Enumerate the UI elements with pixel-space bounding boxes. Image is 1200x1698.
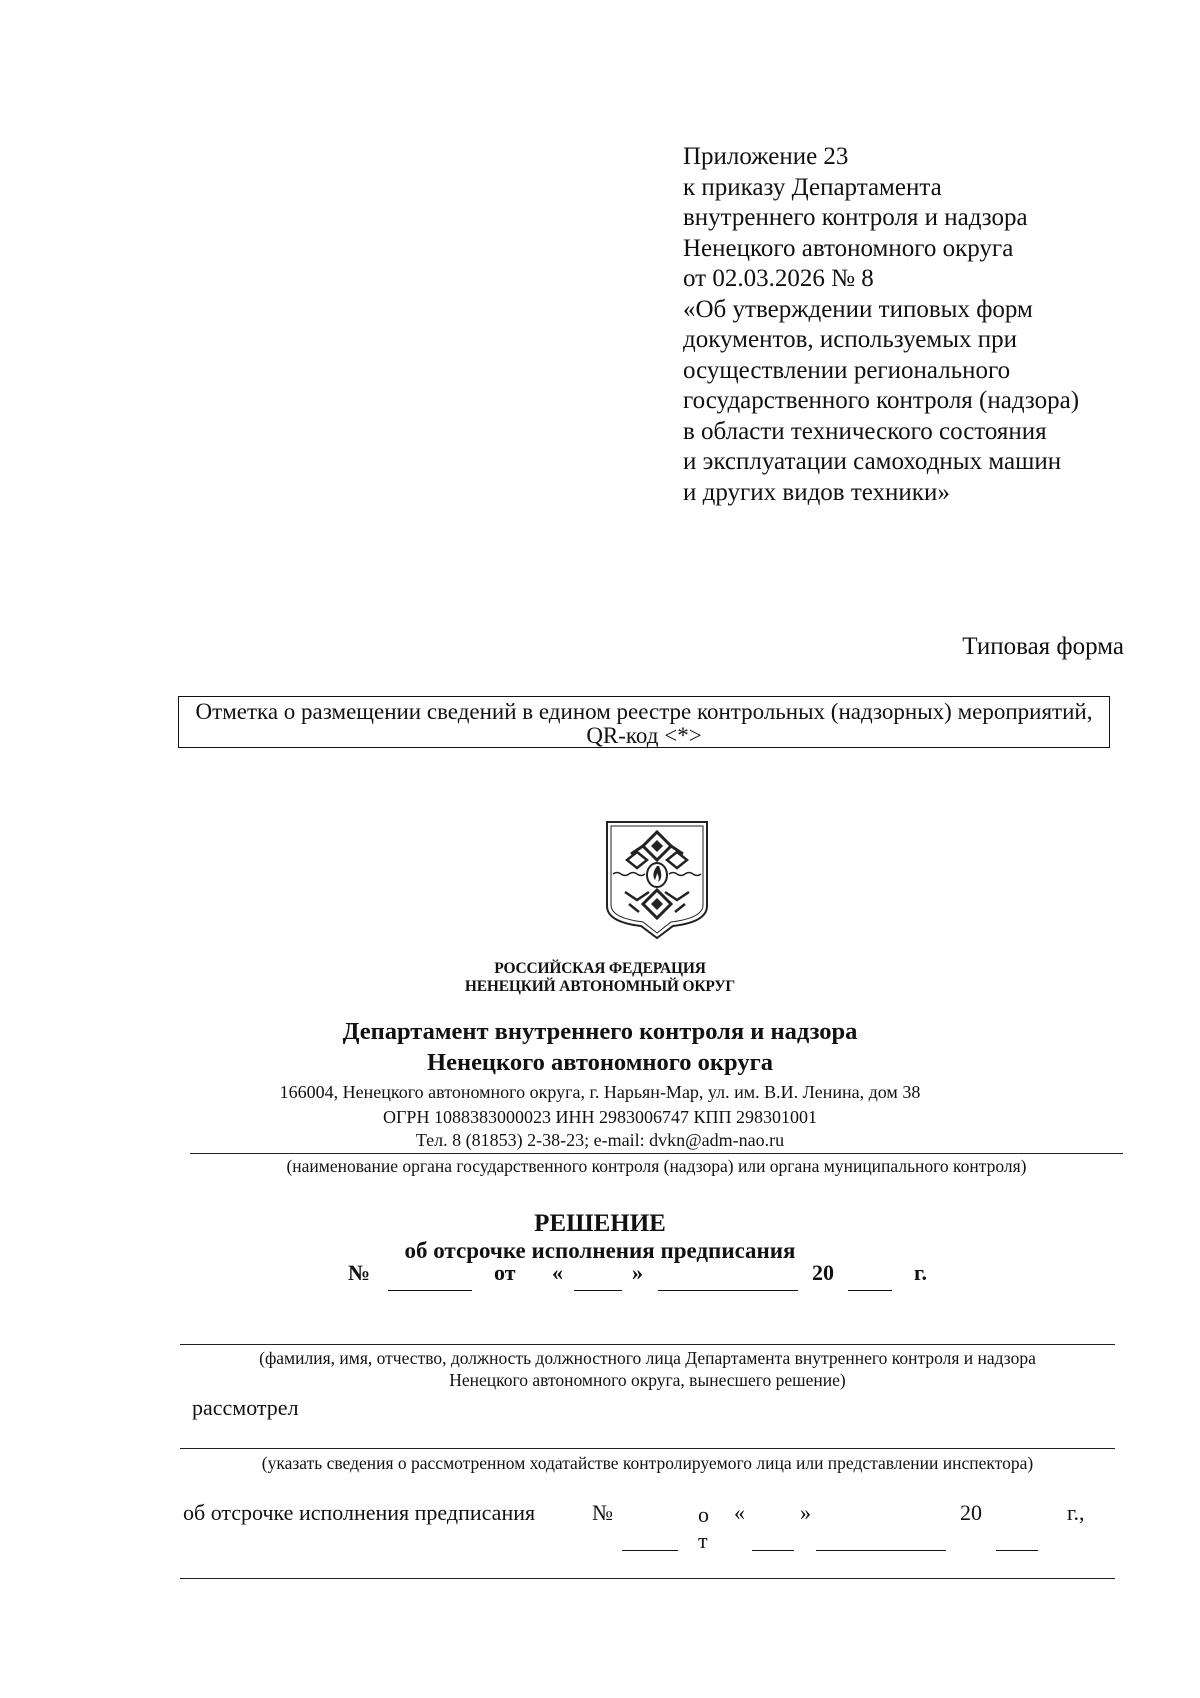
decision-quote-open: « [552, 1260, 563, 1285]
reviewed-blank-line[interactable] [180, 1448, 1115, 1449]
official-caption-line2: Ненецкого автономного округа, вынесшего решение) [449, 1370, 846, 1390]
postponement-blank-line[interactable] [180, 1578, 1115, 1579]
registry-mark-box [178, 696, 1110, 748]
decision-from-label: от [494, 1260, 516, 1285]
appendix-line: государственного контроля (надзора) [683, 387, 1080, 414]
department-name-line1: Департамент внутреннего контроля и надзора [342, 1018, 858, 1045]
reviewed-caption: (указать сведения о рассмотренном ходатайстве контролируемого лица или представлении инспектора) [261, 1453, 1034, 1473]
appendix-line: и эксплуатации самоходных машин [683, 448, 1062, 475]
postponement-number-blank[interactable] [622, 1550, 678, 1551]
official-blank-line[interactable] [180, 1344, 1115, 1345]
org-caption: (наименование органа государственного контроля (надзора) или органа муниципального контроля) [286, 1156, 1027, 1176]
header-divider [190, 1153, 1123, 1154]
appendix-line: в области технического состояния [683, 417, 1047, 445]
appendix-line: Приложение 23 [683, 143, 849, 170]
appendix-line: Ненецкого автономного округа [683, 234, 1014, 262]
decision-month-blank[interactable] [658, 1290, 798, 1291]
appendix-line: документов, используемых при [683, 326, 1018, 353]
reviewed-label: рассмотрел [192, 1395, 299, 1420]
postponement-month-blank[interactable] [816, 1550, 946, 1551]
decision-year-prefix: 20 [812, 1260, 834, 1285]
department-contacts: Тел. 8 (81853) 2-38-23; e-mail: dvkn@adm-nao.ru [415, 1130, 785, 1150]
appendix-line: к приказу Департамента [683, 173, 942, 201]
postponement-from-t: т [698, 1528, 708, 1553]
appendix-block [683, 142, 1163, 508]
postponement-quote-close: » [800, 1500, 811, 1525]
decision-number-blank[interactable] [388, 1290, 472, 1291]
appendix-line: внутреннего контроля и надзора [683, 204, 1028, 231]
postponement-day-blank[interactable] [752, 1550, 794, 1551]
decision-subtitle: об отсрочке исполнения предписания [404, 1238, 796, 1263]
form-type-label: Типовая форма [962, 633, 1124, 660]
postponement-number-label: № [592, 1500, 613, 1525]
coat-of-arms-icon [603, 818, 711, 940]
postponement-year-suffix: г., [1067, 1500, 1085, 1525]
appendix-line: от 02.03.2026 № 8 [683, 265, 874, 292]
decision-title: РЕШЕНИЕ [534, 1210, 666, 1237]
registry-mark-line1: Отметка о размещении сведений в едином реестре контрольных (надзорных) мероприятий, [195, 699, 1093, 724]
decision-year-suffix: г. [914, 1260, 928, 1285]
country-name: РОССИЙСКАЯ ФЕДЕРАЦИЯ [494, 960, 706, 977]
department-name-line2: Ненецкого автономного округа [427, 1049, 773, 1076]
department-address: 166004, Ненецкого автономного округа, г. Нарьян-Мар, ул. им. В.И. Ленина, дом 38 [279, 1082, 921, 1102]
appendix-line: осуществлении регионального [683, 356, 1011, 384]
postponement-from-o: о [698, 1502, 709, 1527]
decision-day-blank[interactable] [574, 1290, 622, 1291]
postponement-year-prefix: 20 [960, 1500, 982, 1525]
region-name: НЕНЕЦКИЙ АВТОНОМНЫЙ ОКРУГ [464, 978, 736, 995]
decision-number-label: № [348, 1260, 371, 1285]
official-caption-line1: (фамилия, имя, отчество, должность должностного лица Департамента внутреннего контроля и надзора [259, 1348, 1036, 1368]
appendix-line: «Об утверждении типовых форм [683, 295, 1033, 323]
decision-quote-close: » [632, 1260, 643, 1285]
department-ids: ОГРН 1088383000023 ИНН 2983006747 КПП 298301001 [383, 1107, 817, 1127]
appendix-line: и других видов техники» [683, 478, 950, 506]
postponement-year-blank[interactable] [996, 1550, 1038, 1551]
registry-mark-line2: QR-код <*> [586, 723, 702, 748]
decision-year-blank[interactable] [848, 1290, 892, 1291]
postponement-label: об отсрочке исполнения предписания [183, 1500, 536, 1525]
postponement-quote-open: « [734, 1500, 745, 1525]
